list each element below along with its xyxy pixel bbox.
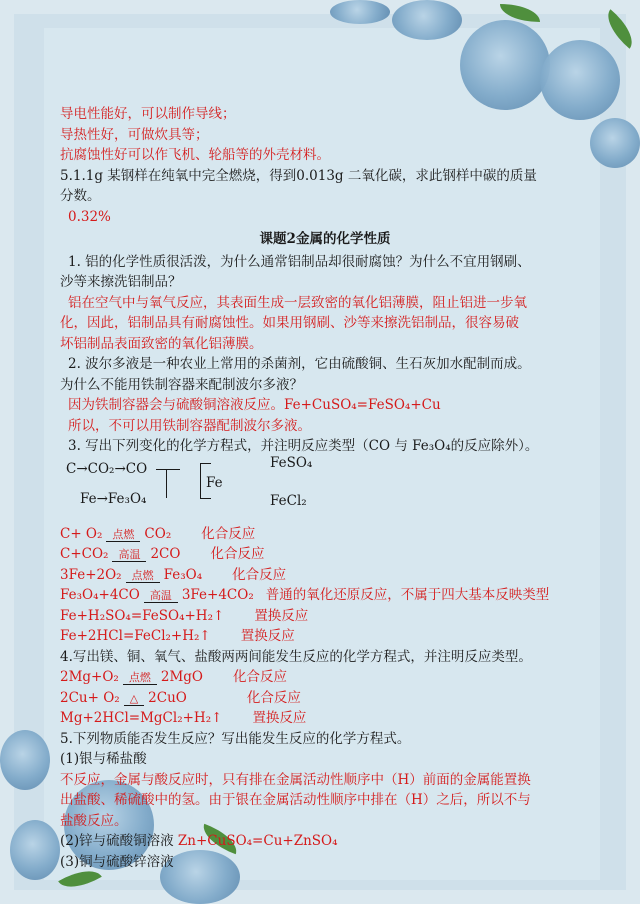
reaction-type: 化合反应	[210, 546, 265, 562]
sub-question: (1)银与稀盐酸	[60, 751, 147, 767]
answer-text: 化，因此，铝制品具有耐腐蚀性。如果用钢刷、沙等来擦洗铝制品，很容易破	[60, 315, 519, 331]
equation-right: 2MgO	[160, 669, 203, 685]
reaction-type: 普通的氧化还原反应，不属于四大基本反映类型	[265, 587, 550, 603]
equation-condition: 点燃	[106, 529, 140, 542]
section-title: 课题2金属的化学性质	[259, 231, 391, 247]
equation-right: 3Fe+4CO₂	[181, 587, 254, 603]
question-text: 分数。	[60, 188, 101, 204]
equation-left: 2Cu+ O₂	[60, 689, 120, 706]
equation-condition: 点燃	[123, 672, 157, 685]
question-text: 3. 写出下列变化的化学方程式，并注明反应类型（CO 与 Fe₃O₄的反应除外）。	[68, 438, 539, 454]
diagram-connector	[156, 469, 167, 498]
equation-full: Fe+H₂SO₄=FeSO₄+H₂↑	[60, 607, 225, 624]
equation-condition: 高温	[144, 590, 178, 603]
equation-right: Fe₃O₄	[163, 566, 203, 583]
question-text: 为什么不能用铁制容器来配制波尔多液？	[60, 376, 303, 393]
equation-right: 2CuO	[148, 689, 187, 706]
answer-text: 铝在空气中与氧气反应，其表面生成一层致密的氧化铝薄膜，阻止铝进一步氧	[68, 294, 527, 311]
diagram-chain-carbon: C→CO₂→CO	[66, 460, 148, 477]
document-body	[60, 104, 590, 872]
equation-left: C+ O₂	[60, 525, 103, 542]
sub-question: (3)铜与硫酸锌溶液	[60, 853, 174, 870]
equation-right: 2CO	[150, 546, 181, 562]
reaction-type: 化合反应	[232, 669, 287, 685]
equation-row	[60, 524, 590, 647]
reaction-type: 化合反应	[201, 525, 256, 542]
diagram-chain-iron: Fe→Fe₃O₄	[80, 490, 147, 507]
equation-right: CO₂	[144, 525, 172, 542]
reaction-diagram	[60, 454, 590, 521]
question-text: 4.写出镁、铜、氧气、盐酸两两间能发生反应的化学方程式，并注明反应类型。	[60, 648, 532, 665]
question-text: 沙等来擦洗铝制品？	[60, 274, 182, 290]
equation-full: Mg+2HCl=MgCl₂+H₂↑	[60, 710, 223, 726]
question-text: 5.下列物质能否发生反应？写出能发生反应的化学方程式。	[60, 730, 411, 747]
reaction-type: 化合反应	[246, 689, 301, 706]
diagram-connector	[166, 469, 180, 470]
reaction-type: 置换反应	[240, 628, 295, 644]
answer-text: 0.32%	[68, 208, 111, 225]
flower-decoration-icon	[392, 0, 462, 40]
diagram-product-top: FeSO₄	[270, 454, 313, 471]
answer-text: 不反应，金属与酸反应时，只有排在金属活动性顺序中（H）前面的金属能置换	[60, 771, 531, 788]
flower-decoration-icon	[330, 0, 390, 24]
equation-row	[60, 667, 590, 729]
flower-decoration-icon	[10, 820, 60, 880]
intro-line: 导热性好，可做炊具等；	[60, 126, 209, 143]
sub-question: (2)锌与硫酸铜溶液	[60, 833, 174, 849]
question-text: 2. 波尔多液是一种农业上常用的杀菌剂，它由硫酸铜、生石灰加水配制而成。	[68, 356, 531, 372]
equation-condition: 点燃	[126, 570, 160, 583]
answer-text: 盐酸反应。	[60, 812, 128, 829]
answer-text: Zn+CuSO₄=Cu+ZnSO₄	[177, 833, 338, 849]
equation-left: 2Mg+O₂	[60, 669, 119, 685]
question-text: 1. 铝的化学性质很活泼，为什么通常铝制品却很耐腐蚀？为什么不宜用钢刷、	[68, 253, 531, 270]
question-text: 5.1.1g 某钢样在纯氧中完全燃烧，得到0.013g 二氧化碳，求此钢样中碳的质量	[60, 167, 537, 184]
intro-line: 抗腐蚀性好可以作飞机、轮船等的外壳材料。	[60, 147, 330, 163]
reaction-type: 置换反应	[254, 607, 309, 624]
equation-condition: △	[124, 693, 144, 706]
equation-left: 3Fe+2O₂	[60, 566, 122, 583]
flower-decoration-icon	[0, 730, 50, 790]
equation-left: C+CO₂	[60, 546, 109, 562]
answer-text: 坏铝制品表面致密的氧化铝薄膜。	[60, 335, 263, 352]
answer-text: 因为铁制容器会与硫酸铜溶液反应。Fe+CuSO₄=FeSO₄+Cu	[68, 397, 441, 413]
flower-decoration-icon	[590, 118, 640, 168]
intro-line: 导电性能好，可以制作导线；	[60, 106, 236, 122]
equation-left: Fe₃O₄+4CO	[60, 587, 140, 603]
answer-text: 出盐酸、稀硫酸中的氢。由于银在金属活动性顺序中排在（H）之后，所以不与	[60, 792, 531, 808]
flower-decoration-icon	[460, 20, 550, 110]
reaction-type: 置换反应	[252, 710, 307, 726]
diagram-product-bottom: FeCl₂	[270, 492, 307, 509]
diagram-connector	[200, 463, 211, 499]
answer-text: 所以，不可以用铁制容器配制波尔多液。	[68, 417, 311, 434]
equation-full: Fe+2HCl=FeCl₂+H₂↑	[60, 628, 211, 644]
reaction-type: 化合反应	[232, 566, 287, 583]
equation-condition: 高温	[112, 549, 146, 562]
diagram-center: Fe	[206, 474, 223, 491]
